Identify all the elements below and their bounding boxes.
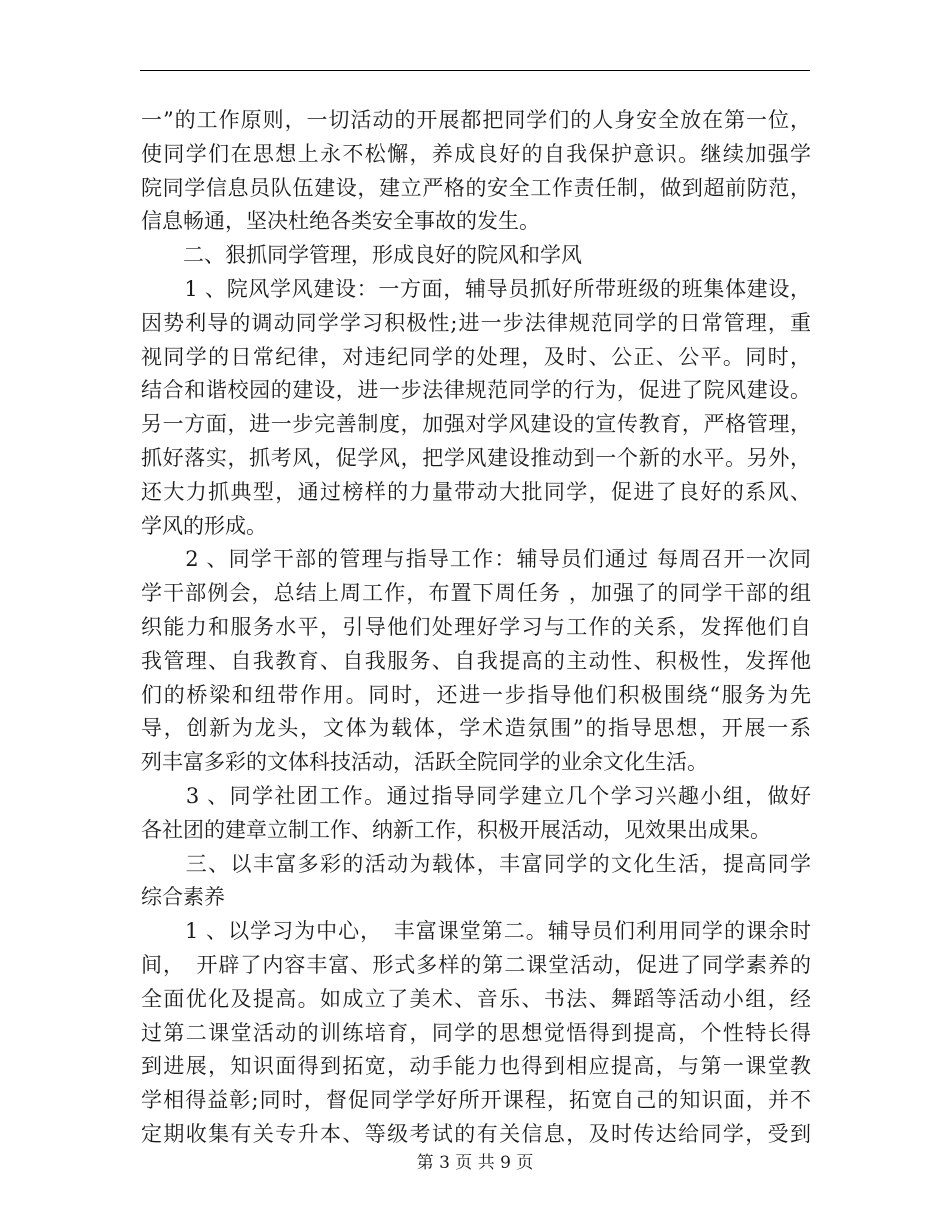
text-line: 各社团的建章立制工作、纳新工作，积极开展活动，见效果出成果。: [141, 817, 771, 842]
page-footer: [0, 1152, 950, 1174]
text-line: 列丰富多彩的文体科技活动，活跃全院同学的业余文化生活。: [141, 750, 708, 775]
text-line: 1 、以学习为中心， 丰富课堂第二。辅导员们利用同学的课余时: [141, 919, 811, 944]
text-line: 学风的形成。: [141, 513, 267, 538]
header-rule: [140, 70, 810, 71]
text-line: 抓好落实，抓考风，促学风，把学风建设推动到一个新的水平。另外，: [141, 445, 811, 470]
text-line: 还大力抓典型，通过榜样的力量带动大批同学，促进了良好的系风、: [141, 479, 811, 504]
footer-middle: 页 共: [455, 1153, 495, 1173]
document-body: [141, 104, 811, 1152]
text-line: 定期收集有关专升本、等级考试的有关信息，及时传达给同学，受到: [141, 1121, 811, 1146]
text-line: 全面优化及提高。如成立了美术、音乐、书法、舞蹈等活动小组，经: [141, 986, 811, 1011]
text-line: 三、以丰富多彩的活动为载体，丰富同学的文化生活，提高同学: [141, 851, 811, 876]
footer-total-pages: 9: [500, 1153, 511, 1173]
text-line: 一”的工作原则，一切活动的开展都把同学们的人身安全放在第一位，: [141, 108, 811, 132]
text-line: 我管理、自我教育、自我服务、自我提高的主动性、积极性，发挥他: [141, 648, 811, 673]
text-line: 信息畅通，坚决杜绝各类安全事故的发生。: [141, 209, 540, 234]
footer-prefix: 第: [416, 1153, 434, 1173]
footer-suffix: 页: [516, 1153, 534, 1173]
text-line: 2 、同学干部的管理与指导工作：辅导员们通过 每周召开一次同: [141, 547, 811, 572]
text-line: 到进展，知识面得到拓宽，动手能力也得到相应提高，与第一课堂教: [141, 1054, 811, 1079]
text-line: 3 、同学社团工作。通过指导同学建立几个学习兴趣小组，做好: [141, 783, 811, 808]
text-line: 导，创新为龙头，文体为载体，学术造氛围”的指导思想，开展一系: [141, 716, 811, 741]
text-line: 过第二课堂活动的训练培育，同学的思想觉悟得到提高，个性特长得: [141, 1020, 811, 1045]
text-line: 视同学的日常纪律，对违纪同学的处理，及时、公正、公平。同时，: [141, 344, 811, 369]
text-line: 学干部例会，总结上周工作，布置下周任务 ，加强了的同学干部的组: [141, 581, 811, 606]
text-line: 因势利导的调动同学学习积极性;进一步法律规范同学的日常管理，重: [141, 310, 811, 335]
footer-current-page: 3: [439, 1153, 450, 1173]
text-line: 另一方面，进一步完善制度，加强对学风建设的宣传教育，严格管理，: [141, 412, 811, 437]
text-line: 使同学们在思想上永不松懈，养成良好的自我保护意识。继续加强学: [141, 141, 811, 166]
text-line: 1 、院风学风建设：一方面，辅导员抓好所带班级的班集体建设，: [141, 276, 811, 301]
text-line: 织能力和服务水平，引导他们处理好学习与工作的关系，发挥他们自: [141, 614, 811, 639]
text-line: 院同学信息员队伍建设，建立严格的安全工作责任制，做到超前防范，: [141, 175, 811, 200]
text-line: 们的桥梁和纽带作用。同时，还进一步指导他们积极围绕“服务为先: [141, 682, 811, 707]
text-line: 二、狠抓同学管理，形成良好的院风和学风: [141, 243, 582, 268]
text-line: 学相得益彰;同时，督促同学学好所开课程，拓宽自己的知识面，并不: [141, 1088, 811, 1113]
text-line: 间， 开辟了内容丰富、形式多样的第二课堂活动，促进了同学素养的: [141, 952, 811, 977]
text-line: 综合素养: [141, 885, 225, 910]
text-line: 结合和谐校园的建设，进一步法律规范同学的行为，促进了院风建设。: [141, 378, 811, 403]
